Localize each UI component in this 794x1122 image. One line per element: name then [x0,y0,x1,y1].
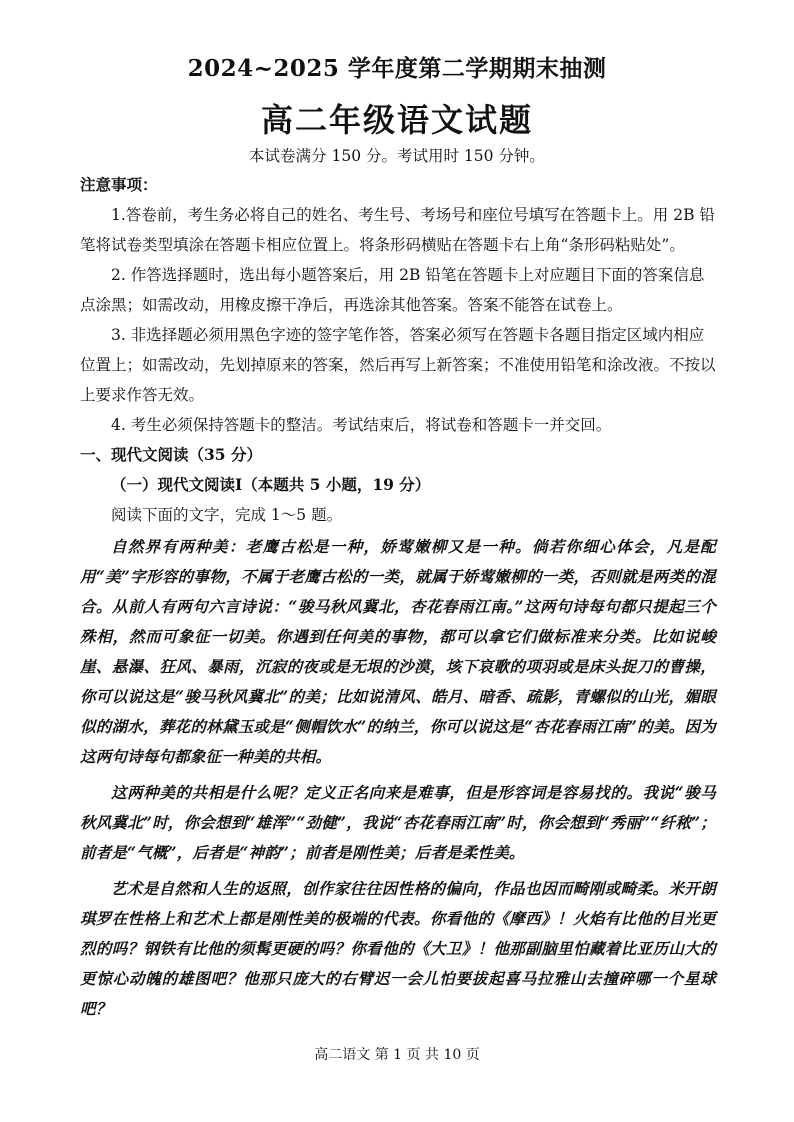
reading-instruction: 阅读下面的文字，完成 1～5 题。 [111,506,343,524]
exam-subject-title: 高二年级语文试题 [260,101,533,139]
page-footer: 高二语文 第 1 页 共 10 页 [314,1047,480,1063]
subsection-heading: （一）现代文阅读Ⅰ（本题共 5 小题，19 分） [111,475,431,494]
notice-item-1: 1.答卷前，考生务必将自己的姓名、考生号、考场号和座位号填写在答题卡上。用 2B 铅笔将试卷类型填涂在答题卡相应位置上。将条形码横贴在答题卡右上角“条形码粘贴处”。 [80,206,715,254]
notice-item-2: 2. 作答选择题时，选出每小题答案后，用 2B 铅笔在答题卡上对应题目下面的答案信息点涂黑；如需改动，用橡皮擦干净后，再选涂其他答案。答案不能答在试卷上。 [80,266,705,314]
exam-score-time-info: 本试卷满分 150 分。考试用时 150 分钟。 [249,147,545,165]
passage-paragraph-2: 这两种美的共相是什么呢？定义正名向来是难事，但是形容词是容易找的。我说“骏马秋风冀北”时，你会想到“雄浑”“劲健”，我说“杏花春雨江南”时，你会想到“秀丽”“纤秾”；前者是“气概”，后者是“神韵”；前者是刚性美；后者是柔性美。 [80,783,716,862]
notice-item-4: 4. 考生必须保持答题卡的整洁。考试结束后，将试卷和答题卡一并交回。 [111,416,612,434]
passage-paragraph-1: 自然界有两种美：老鹰古松是一种，娇莺嫩柳又是一种。倘若你细心体会，凡是配用“美”字形容的事物，不属于老鹰古松的一类，就属于娇莺嫩柳的一类，否则就是两类的混合。从前人有两句六言诗说：“骏马秋风冀北，杏花春雨江南。”这两句诗每句都只提起三个殊相，然而可象征一切美。你遇到任何美的事物，都可以拿它们做标准来分类。比如说峻崖、悬瀑、狂风、暴雨，沉寂的夜或是无垠的沙漠，垓下哀歌的项羽或是床头捉刀的曹操，你可以说这是“骏马秋风冀北”的美；比如说清风、皓月、暗香、疏影，青螺似的山光，媚眼似的湖水，葬花的林黛玉或是“侧帽饮水”的纳兰，你可以说这是“杏花春雨江南”的美。因为这两句诗每句都象征一种美的共相。 [80,537,716,766]
exam-term-title: 2024~2025 学年度第二学期期末抽测 [187,55,607,82]
section-heading: 一、现代文阅读（35 分） [80,445,262,464]
passage-paragraph-3: 艺术是自然和人生的返照，创作家往往因性格的偏向，作品也因而畸刚或畸柔。米开朗琪罗在性格上和艺术上都是刚性美的极端的代表。你看他的《摩西》！火焰有比他的目光更烈的吗？钢铁有比他的须髯更硬的吗？你看他的《大卫》！他那副脑里怕藏着比亚历山大的更惊心动魄的雄图吧？他那只庞大的右臂迟一会儿怕要拔起喜马拉雅山去撞碎哪一个星球吧？ [80,879,716,1018]
notice-item-3: 3. 非选择题必须用黑色字迹的签字笔作答，答案必须写在答题卡各题目指定区域内相应位置上；如需改动，先划掉原来的答案，然后再写上新答案；不准使用铅笔和涂改液。不按以上要求作答无效。 [80,326,716,404]
notice-heading: 注意事项： [80,175,158,194]
exam-content [80,170,716,1024]
